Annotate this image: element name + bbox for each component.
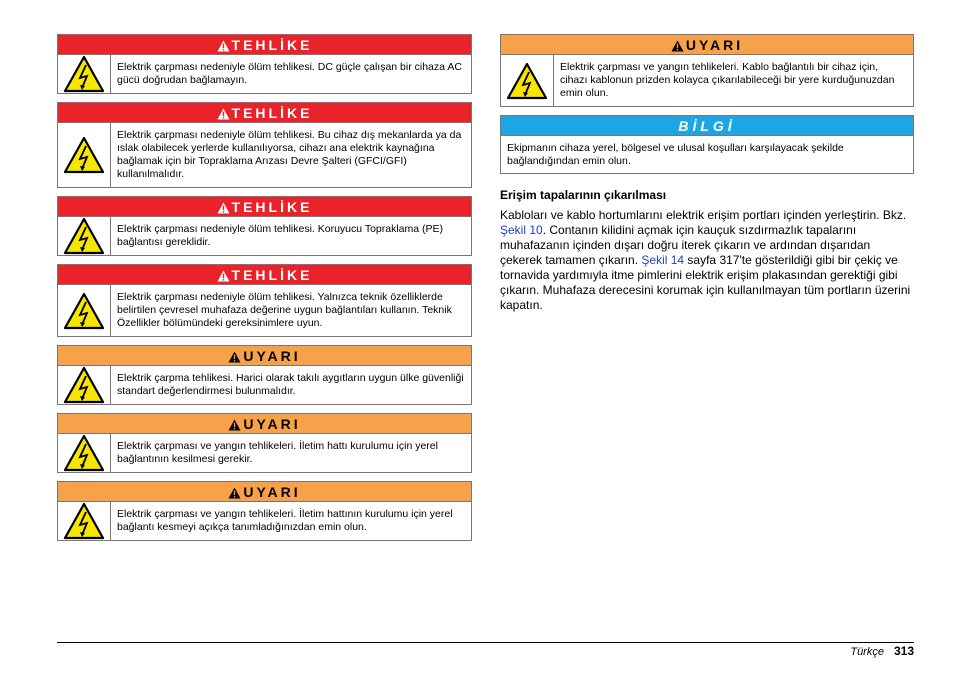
danger-header	[58, 265, 471, 285]
warning-title: UYARI	[685, 36, 744, 53]
warning-notice	[500, 34, 914, 107]
warning-header	[58, 414, 471, 434]
warning-title: UYARI	[243, 347, 301, 364]
danger-title: TEHLİKE	[231, 266, 313, 283]
warning-triangle-icon	[228, 486, 241, 498]
danger-notice	[57, 264, 472, 337]
warning-triangle-icon	[217, 107, 230, 119]
electrical-hazard-icon	[58, 366, 111, 404]
left-column	[57, 34, 472, 549]
figure-link[interactable]: Şekil 10	[500, 223, 543, 237]
danger-title: TEHLİKE	[231, 104, 313, 121]
danger-notice	[57, 34, 472, 94]
warning-triangle-icon	[671, 39, 684, 51]
electrical-hazard-icon	[501, 55, 554, 106]
info-notice	[500, 115, 914, 174]
footer-language: Türkçe	[850, 646, 884, 658]
footer-divider	[57, 642, 914, 643]
warning-triangle-icon	[228, 418, 241, 430]
electrical-hazard-icon	[58, 217, 111, 255]
warning-notice	[57, 481, 472, 541]
danger-header	[58, 35, 471, 55]
warning-text: Elektrik çarpması ve yangın tehlikeleri. Kablo bağlantılı bir cihaz için, cihazı kablonun prizden kolayca çıkarılabileceği bir yere kurduğunuzdan emin olun.	[560, 61, 895, 99]
warning-notice	[57, 413, 472, 473]
info-header	[501, 116, 913, 136]
danger-text: Elektrik çarpması nedeniyle ölüm tehlikesi. DC güçle çalışan bir cihaza AC gücü doğrudan bağlamayın.	[117, 61, 462, 86]
warning-title: UYARI	[243, 415, 301, 432]
info-title: BİLGİ	[678, 117, 736, 134]
section-paragraph: Kabloları ve kablo hortumlarını elektrik erişim portları içinden yerleştirin. Bkz. Şekil 10. Contanın kilidini açmak için kauçuk sızdırmazlık tapalarını muhafazanın içinden dışarı doğru iterek çıkarın ve ardından dışarıdan çekerek tamamen çıkarın. Şekil 14 sayfa 317'te gösterildiği gibi bir çekiç ve tornavida yardımıyla itme pimlerini elektrik erişim plakasından gerektiği gibi çıkarın. Muhafaza derecesini korumak için kullanılmayan tüm portların üzerini kapatın.	[500, 208, 911, 312]
warning-header	[501, 35, 913, 55]
electrical-hazard-icon	[58, 123, 111, 187]
danger-title: TEHLİKE	[231, 36, 313, 53]
figure-link[interactable]: Şekil 14	[641, 253, 685, 267]
warning-title: UYARI	[243, 483, 301, 500]
danger-text: Elektrik çarpması nedeniyle ölüm tehlikesi. Koruyucu Topraklama (PE) bağlantısı gereklidir.	[117, 223, 444, 248]
danger-title: TEHLİKE	[231, 198, 313, 215]
warning-notice	[57, 345, 472, 405]
danger-notice	[57, 102, 472, 188]
right-column	[500, 34, 914, 313]
info-text: Ekipmanın cihaza yerel, bölgesel ve ulusal koşulları karşılayacak şekilde bağlandığından emin olun.	[507, 142, 844, 167]
danger-notice	[57, 196, 472, 256]
electrical-hazard-icon	[58, 55, 111, 93]
danger-header	[58, 197, 471, 217]
section-title: Erişim tapalarının çıkarılması	[500, 188, 667, 202]
danger-text: Elektrik çarpması nedeniyle ölüm tehlikesi. Bu cihaz dış mekanlarda ya da ıslak olabilecek yerlerde kullanılıyorsa, cihazı ana elektrik kaynağına bağlamak için bir Topraklama Arızası Devre Şalteri (GFCI/GFI) kullanılmalıdır.	[117, 129, 462, 180]
warning-header	[58, 482, 471, 502]
warning-header	[58, 346, 471, 366]
danger-header	[58, 103, 471, 123]
warning-triangle-icon	[217, 201, 230, 213]
electrical-hazard-icon	[58, 434, 111, 472]
warning-text: Elektrik çarpması ve yangın tehlikeleri. İletim hattının kurulumu için yerel bağlantı kesmeyi açıkça tanımladığınızdan emin olun.	[117, 508, 453, 533]
warning-text: Elektrik çarpması ve yangın tehlikeleri. İletim hattı kurulumu için yerel bağlantının kesilmesi gerekir.	[117, 440, 438, 465]
warning-text: Elektrik çarpma tehlikesi. Harici olarak takılı aygıtların uygun ülke güvenliği standart değerlendirmesi bulunmalıdır.	[117, 372, 464, 397]
electrical-hazard-icon	[58, 502, 111, 540]
page-number: 313	[893, 644, 914, 658]
warning-triangle-icon	[217, 39, 230, 51]
page-footer	[850, 644, 914, 658]
warning-triangle-icon	[217, 269, 230, 281]
electrical-hazard-icon	[58, 285, 111, 336]
danger-text: Elektrik çarpması nedeniyle ölüm tehlikesi. Yalnızca teknik özelliklerde belirtilen çevresel muhafaza değerine uygun bağlantıları kullanın. Teknik Özellikler bölümündeki gereksinimlere uyun.	[117, 291, 452, 329]
warning-triangle-icon	[228, 350, 241, 362]
